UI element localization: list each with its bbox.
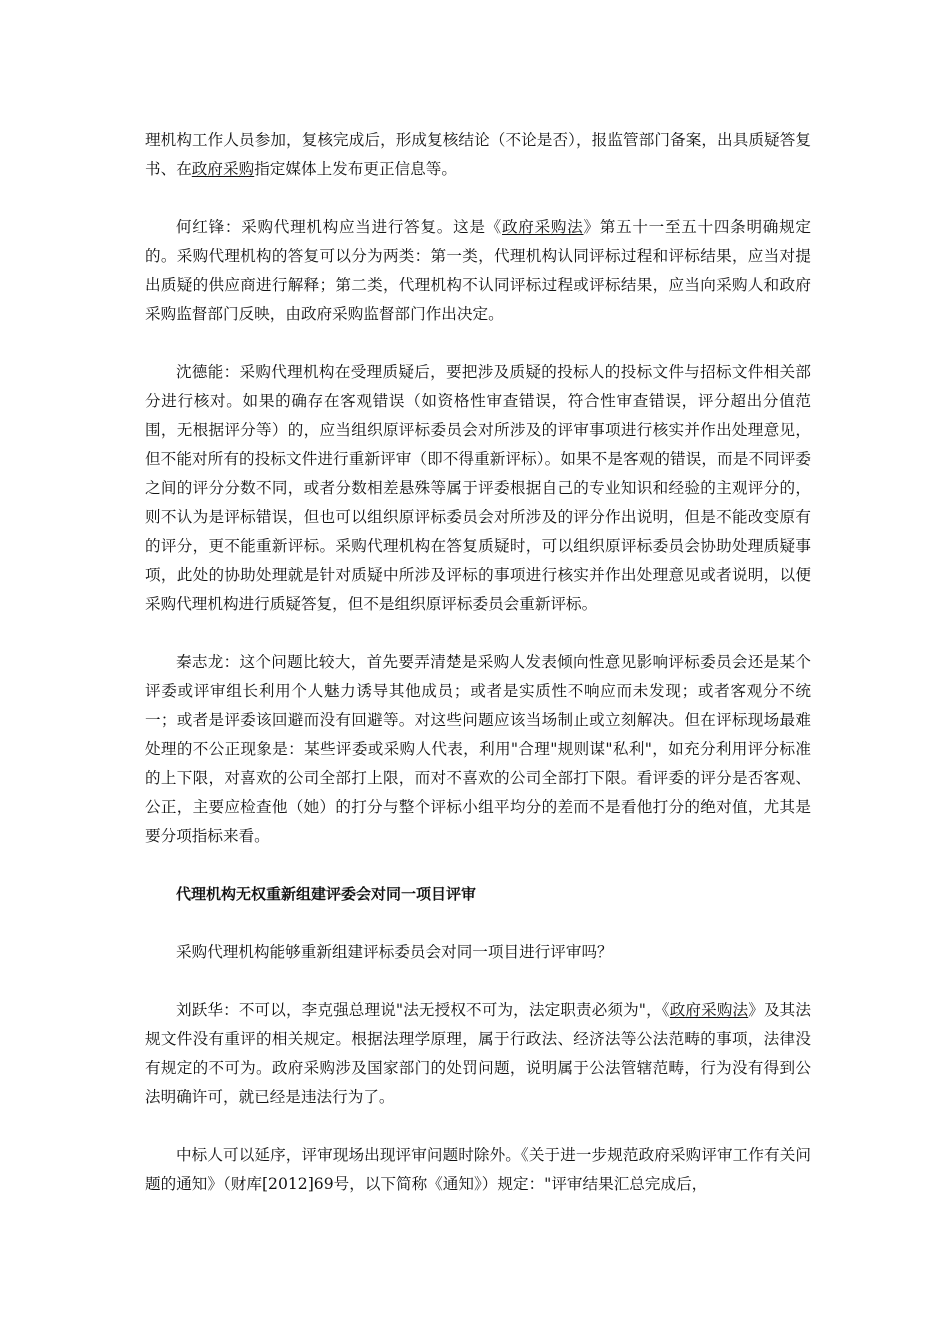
paragraph — [145, 996, 811, 1112]
paragraph-text: 采购代理机构能够重新组建评标委员会对同一项目进行评审吗？ — [176, 943, 613, 961]
paragraph-text: 》第五十一至五十四条明确规定的。采购代理机构的答复可以分为两类：第一类，代理机构认同评标过程和评标结果，应当对提出质疑的供应商进行解释；第二类，代理机构不认同评标过程或评标结果，应当向采购人和政府采购监督部门反映，由政府采购监督部门作出决定。 — [145, 218, 811, 323]
paragraph-text: 理机构工作人员参加，复核完成后，形成复核结论（不论是否），报监管部门备案，出具质疑答复书、在 — [145, 131, 811, 178]
keyword-link[interactable]: 政府采购法 — [669, 1001, 749, 1019]
paragraph-text: 指定媒体上发布更正信息等。 — [254, 160, 457, 178]
paragraph-text: 代理机构无权重新组建评委会对同一项目评审 — [176, 885, 477, 903]
section-heading — [145, 880, 811, 909]
paragraph-text: 秦志龙：这个问题比较大，首先要弄清楚是采购人发表倾向性意见影响评标委员会还是某个评委或评审组长利用个人魅力诱导其他成员；或者是实质性不响应而未发现；或者客观分不统一；或者是评委该回避而没有回避等。对这些问题应该当场制止或立刻解决。但在评标现场最难处理的不公正现象是：某些评委或采购人代表，利用"合理"规则谋"私利"，如充分利用评分标准的上下限，对喜欢的公司全部打上限，而对不喜欢的公司全部打下限。看评委的评分是否客观、公正，主要应检查他（她）的打分与整个评标小组平均分的差而不是看他打分的绝对值，尤其是要分项指标来看。 — [145, 653, 811, 845]
paragraph — [145, 938, 811, 967]
paragraph-text: 》及其法规文件没有重评的相关规定。根据法理学原理，属于行政法、经济法等公法范畴的事项，法律没有规定的不可为。政府采购涉及国家部门的处罚问题，说明属于公法管辖范畴，行为没有得到公法明确许可，就已经是违法行为了。 — [145, 1001, 811, 1106]
keyword-link[interactable]: 政府采购 — [191, 160, 255, 178]
paragraph — [145, 1141, 811, 1199]
paragraph-text: 中标人可以延序，评审现场出现评审问题时除外。《关于进一步规范政府采购评审工作有关问题的通知》（财库[2012]69号，以下简称《通知》）规定："评审结果汇总完成后， — [145, 1146, 811, 1193]
keyword-link[interactable]: 政府采购法 — [501, 218, 584, 236]
paragraph — [145, 648, 811, 851]
paragraph — [145, 358, 811, 619]
paragraph — [145, 213, 811, 329]
paragraph-text: 何红锋：采购代理机构应当进行答复。这是《 — [176, 218, 502, 236]
paragraph — [145, 126, 811, 184]
paragraph-text: 刘跃华：不可以，李克强总理说"法无授权不可为，法定职责必须为"，《 — [176, 1001, 670, 1019]
document-page — [145, 126, 811, 1228]
paragraph-text: 沈德能：采购代理机构在受理质疑后，要把涉及质疑的投标人的投标文件与招标文件相关部分进行核对。如果的确存在客观错误（如资格性审查错误，符合性审查错误，评分超出分值范围，无根据评分等）的，应当组织原评标委员会对所涉及的评审事项进行核实并作出处理意见，但不能对所有的投标文件进行重新评审（即不得重新评标）。如果不是客观的错误，而是不同评委之间的评分分数不同，或者分数相差悬殊等属于评委根据自己的专业知识和经验的主观评分的，则不认为是评标错误，但也可以组织原评标委员会对所涉及的评分作出说明，但是不能改变原有的评分，更不能重新评标。采购代理机构在答复质疑时，可以组织原评标委员会协助处理质疑事项，此处的协助处理就是针对质疑中所涉及评标的事项进行核实并作出处理意见或者说明，以便采购代理机构进行质疑答复，但不是组织原评标委员会重新评标。 — [145, 363, 811, 613]
